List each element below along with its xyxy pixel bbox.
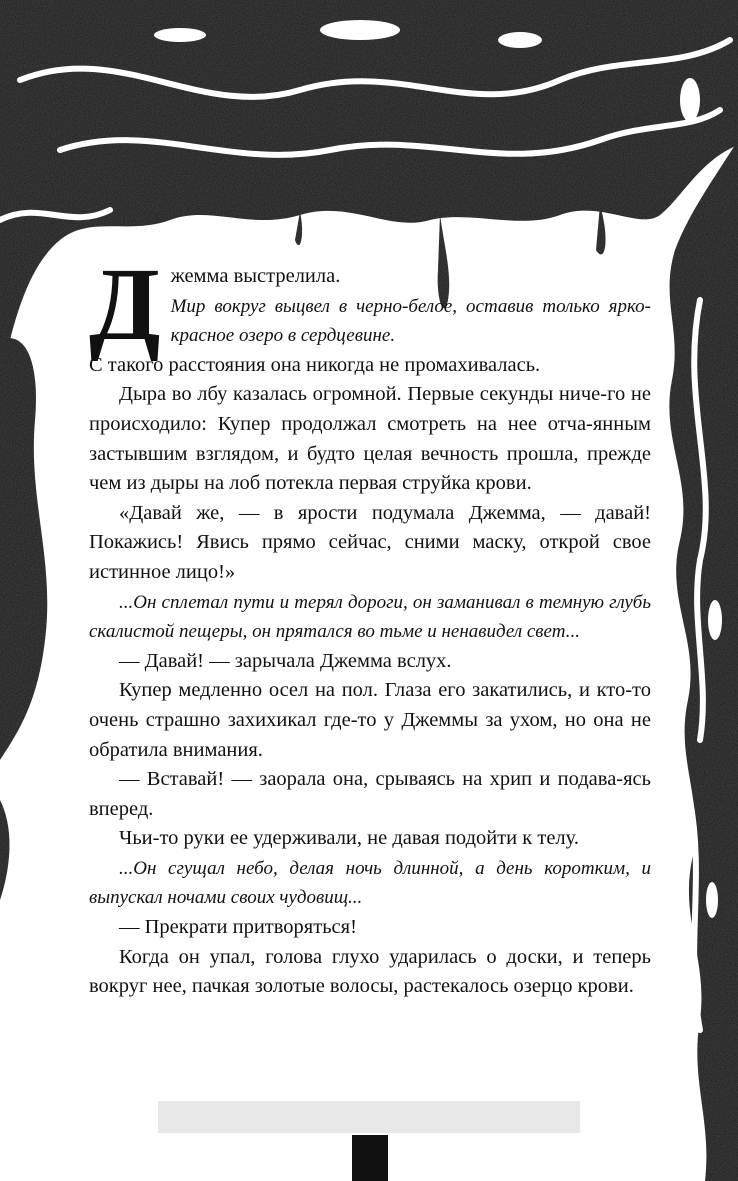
paragraph: жемма выстрелила. [170, 265, 341, 287]
page-marker [352, 1135, 388, 1181]
paragraph: С такого расстояния она никогда не промахивалась. [89, 353, 541, 376]
footer-bar [158, 1101, 580, 1133]
paragraph-italic: ...Он сгущал небо, делая ночь длинной, а день коротким, и выпускал ночами своих чудовищ... [89, 857, 651, 909]
paragraph: «Давай же, — в ярости подумала Джемма, — давай! Покажись! Явись прямо сейчас, сними маску, открой свое истинное лицо!» [89, 501, 651, 583]
paragraph-italic: Мир вокруг выцвел в черно-белое, оставив только ярко-красное озеро в сердцевине. [170, 295, 651, 347]
paragraph-italic: ...Он сплетал пути и терял дороги, он заманивал в темную глубь скалистой пещеры, он прятался во тьме и ненавидел свет... [89, 591, 651, 643]
paragraph: Когда он упал, голова глухо ударилась о доски, и теперь вокруг нее, пачкая золотые волосы, растекалось озерцо крови. [89, 945, 651, 998]
drop-cap: Д [89, 247, 161, 362]
paragraph: — Давай! — зарычала Джемма вслух. [119, 649, 452, 672]
paragraph: — Прекрати притворяться! [119, 916, 357, 939]
paragraph: Дыра во лбу казалась огромной. Первые секунды ниче-го не происходило: Купер продолжал смотреть на нее отча-янным застывшим взглядом, и будто целая вечность прошла, прежде чем из дыры на лоб потекла первая струйка крови. [89, 383, 651, 495]
paragraph: Чьи-то руки ее удерживали, не давая подойти к телу. [119, 827, 579, 850]
chapter-text [89, 247, 651, 1002]
paragraph: — Вставай! — заорала она, срываясь на хрип и подава-ясь вперед. [89, 768, 651, 820]
paragraph: Купер медленно осел на пол. Глаза его закатились, и кто-то очень страшно захихикал где-то у Джеммы за ухом, но она не обратила внимания. [89, 679, 651, 761]
